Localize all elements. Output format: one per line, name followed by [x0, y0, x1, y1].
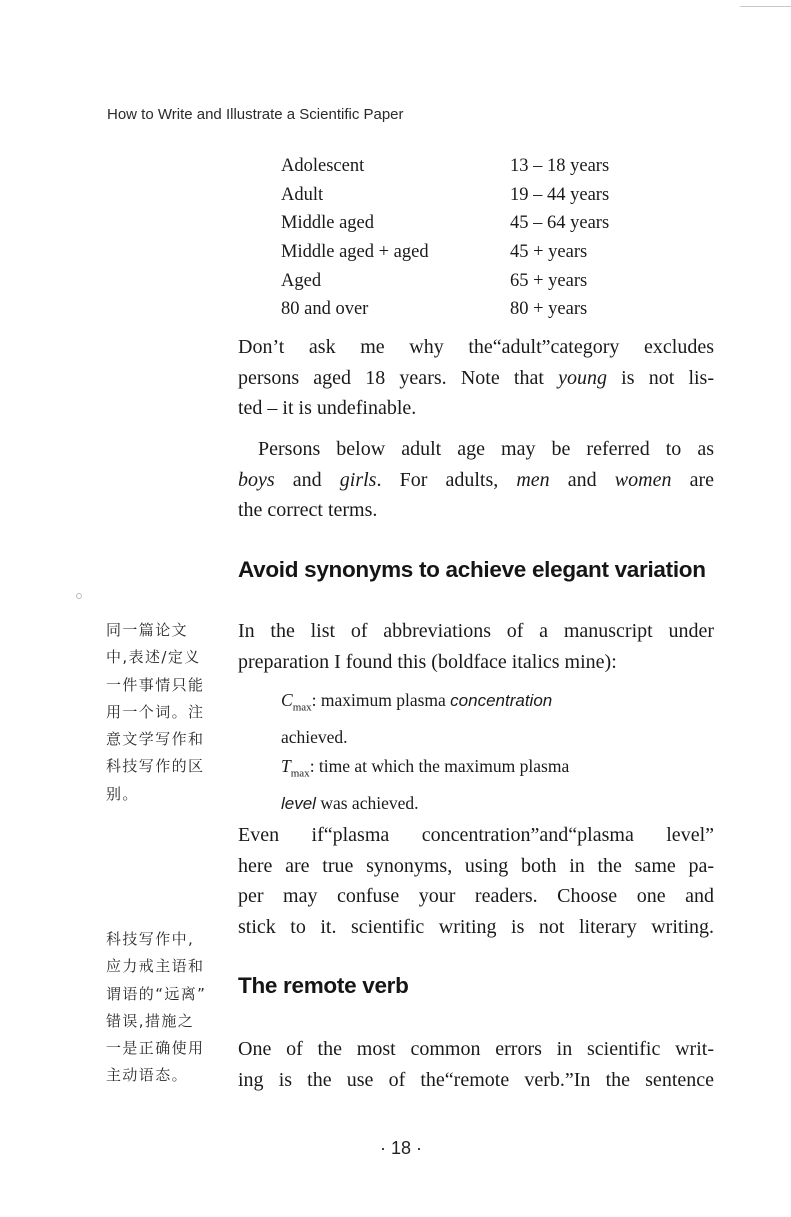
note-line: 一件事情只能	[106, 675, 205, 694]
text-line	[238, 465, 714, 496]
abbrev-symbol: T	[281, 756, 291, 776]
note-line: 错误,措施之	[106, 1011, 195, 1030]
margin-speck	[76, 593, 82, 599]
text-line: achieved.	[281, 726, 348, 747]
emphasis: boys	[238, 468, 275, 491]
emphasis: women	[614, 468, 672, 491]
text-run: . For adults,	[376, 468, 517, 491]
age-label: Adult	[281, 184, 324, 205]
abbreviation-entry	[281, 752, 691, 818]
text-run: : time at which the maximum plasma	[309, 756, 570, 776]
note-line: 主动语态。	[106, 1066, 189, 1085]
text-line: ing is the use of the“remote verb.”In the sentence	[238, 1068, 714, 1091]
age-range: 65 + years	[510, 270, 588, 291]
age-range: 19 – 44 years	[510, 184, 610, 205]
emphasis: level	[281, 793, 316, 813]
abbrev-subscript: max	[290, 767, 310, 780]
emphasis: men	[516, 468, 550, 491]
text-line: ted – it is undefinable.	[238, 397, 417, 419]
note-line: 科技写作中,	[106, 930, 195, 948]
scan-edge-mark	[740, 6, 791, 7]
section-heading: Avoid synonyms to achieve elegant variation	[238, 557, 706, 582]
text-line	[281, 686, 691, 723]
table-row	[281, 267, 641, 296]
text-line: Don’t ask me why the“adult”category excludes	[238, 336, 714, 358]
table-row	[281, 295, 641, 324]
note-line: 意文学写作和	[106, 730, 205, 749]
text-line: One of the most common errors in scientific writ-	[238, 1038, 714, 1060]
age-label: Middle aged	[281, 213, 374, 234]
boys-girls-paragraph	[238, 434, 714, 526]
page-number: · 18 ·	[380, 1138, 423, 1158]
text-line: per may confuse your readers. Choose one and	[238, 885, 714, 907]
margin-note-synonyms	[106, 617, 214, 808]
text-line	[281, 789, 691, 818]
text-line: stick to it. scientific writing is not literary writing.	[238, 915, 714, 938]
note-line: 中,表述/定义	[106, 648, 201, 667]
text-run: persons aged 18 years. Note that	[238, 366, 559, 389]
age-label: 80 and over	[281, 299, 369, 320]
age-category-table	[281, 152, 641, 324]
text-line: Even if“plasma concentration”and“plasma level”	[238, 824, 714, 846]
text-run: was achieved.	[315, 792, 419, 813]
abbreviations-intro-paragraph	[238, 616, 714, 677]
note-line: 别。	[106, 784, 139, 803]
note-line: 同一篇论文	[106, 621, 189, 639]
age-range: 45 + years	[510, 242, 588, 263]
table-row	[281, 181, 641, 210]
note-line: 用一个词。注	[106, 702, 205, 721]
age-label: Middle aged + aged	[281, 242, 429, 263]
abbrev-symbol: C	[281, 690, 293, 710]
text-line: preparation I found this (boldface italics mine):	[238, 650, 617, 673]
abbreviation-entry	[281, 686, 691, 752]
text-line: In the list of abbreviations of a manuscript under	[238, 620, 714, 642]
emphasis: young	[558, 366, 607, 389]
age-range: 80 + years	[510, 299, 588, 320]
note-line: 应力戒主语和	[106, 957, 205, 976]
text-line	[238, 363, 714, 394]
text-line: here are true synonyms, using both in the same pa-	[238, 854, 714, 877]
table-row	[281, 152, 641, 181]
age-range: 13 – 18 years	[510, 156, 610, 176]
text-line: the correct terms.	[238, 499, 378, 521]
age-label: Aged	[281, 270, 322, 291]
text-run: is not lis-	[606, 366, 715, 389]
text-run: and	[549, 468, 615, 491]
age-range: 45 – 64 years	[510, 213, 610, 234]
emphasis: girls	[339, 468, 377, 491]
note-line: 一是正确使用	[106, 1039, 205, 1058]
abbrev-subscript: max	[292, 701, 312, 714]
margin-note-remote-verb	[106, 926, 214, 1090]
text-run: are	[671, 468, 714, 491]
running-header: How to Write and Illustrate a Scientific Paper	[107, 106, 404, 123]
text-line	[281, 752, 691, 789]
note-line: 科技写作的区	[106, 757, 205, 776]
age-label: Adolescent	[281, 156, 365, 176]
remote-verb-paragraph	[238, 1034, 714, 1095]
note-line: 谓语的“远离”	[106, 984, 207, 1003]
synonyms-paragraph	[238, 820, 714, 942]
section-heading: The remote verb	[238, 973, 409, 998]
table-row	[281, 238, 641, 267]
emphasis: concentration	[450, 691, 553, 710]
text-run: and	[274, 468, 340, 491]
text-run: : maximum plasma	[311, 690, 451, 710]
table-row	[281, 209, 641, 238]
text-line: Persons below adult age may be referred to as	[258, 438, 714, 460]
adult-category-paragraph	[238, 332, 714, 424]
